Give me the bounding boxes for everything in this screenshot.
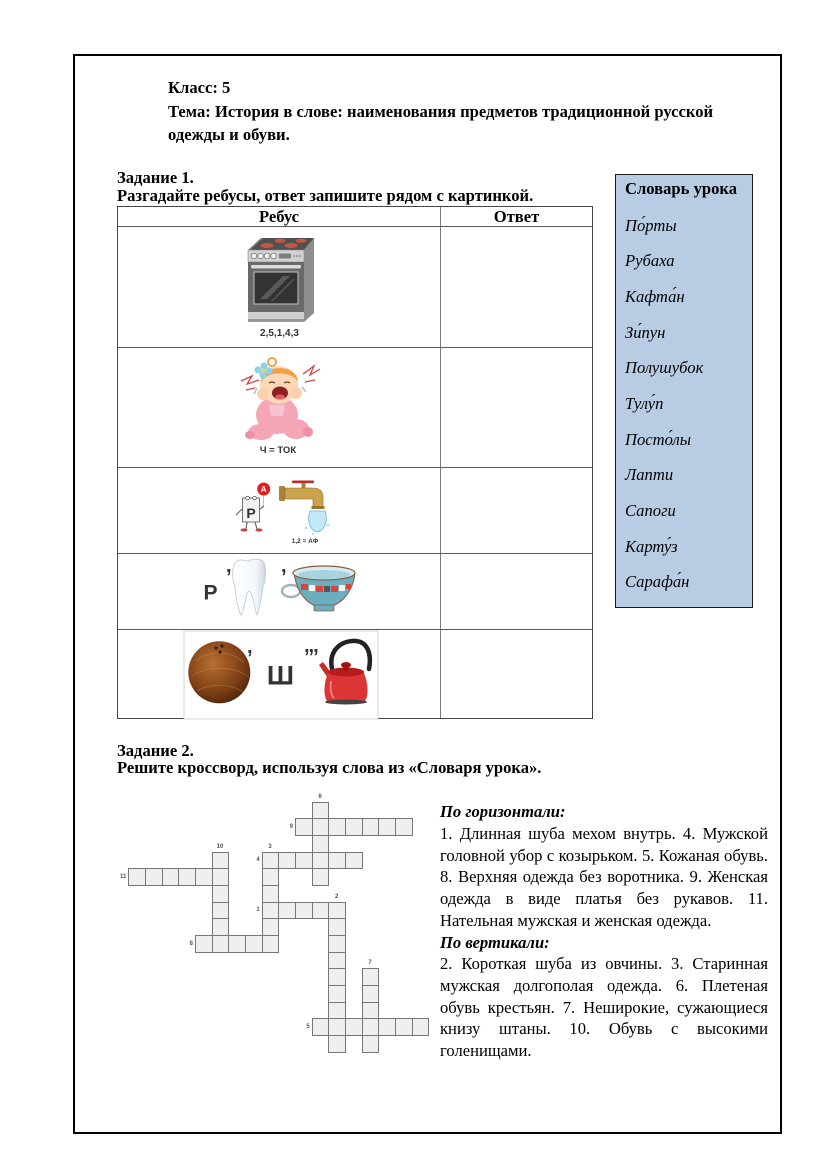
teacup-icon bbox=[282, 566, 355, 611]
clue-number: 3 bbox=[268, 843, 272, 850]
crossword-cell[interactable] bbox=[228, 935, 246, 953]
water-tap-icon bbox=[279, 481, 329, 535]
crossword-cell[interactable] bbox=[312, 1018, 330, 1036]
across-heading: По горизонтали: bbox=[440, 802, 566, 822]
crossword-cell[interactable] bbox=[262, 918, 280, 936]
stove-icon bbox=[248, 238, 314, 322]
crossword-cell[interactable] bbox=[345, 852, 363, 870]
vocabulary-word: Карту́з bbox=[625, 536, 678, 556]
lesson-topic: Тема: История в слове: наименования предметов традиционной русской одежды и обуви. bbox=[168, 102, 714, 145]
vocabulary-list bbox=[625, 208, 703, 600]
vocabulary-word: Рубаха bbox=[625, 251, 675, 271]
crossword-cell[interactable] bbox=[378, 1018, 396, 1036]
rebus-comma: , bbox=[247, 636, 253, 658]
clue-number: 6 bbox=[318, 793, 322, 800]
rebus-table bbox=[117, 206, 593, 719]
rebus-letter: Ш bbox=[266, 660, 295, 691]
rebus-cell bbox=[118, 630, 440, 718]
across-clues: 1. Длинная шуба мехом внутрь. 4. Мужской головной убор с козырьком. 5. Кожаная обувь. 8. Верхняя одежда без воротника. 9. Женская одежда в виде платья без рукавов. 11. Нательная мужская и женская одежда. bbox=[440, 824, 768, 930]
table-row bbox=[118, 348, 592, 468]
crossword-cell[interactable] bbox=[362, 818, 380, 836]
vocabulary-word: Посто́лы bbox=[625, 429, 691, 449]
clue-number: 5 bbox=[306, 1023, 310, 1030]
task1-title: Задание 1. bbox=[117, 167, 194, 187]
crossword-cell[interactable] bbox=[195, 868, 213, 886]
crossword-cell[interactable] bbox=[212, 918, 230, 936]
crossword-cell[interactable] bbox=[178, 868, 196, 886]
rebus-cell bbox=[118, 227, 440, 347]
crossword-cell[interactable] bbox=[245, 935, 263, 953]
vocabulary-title: Словарь урока bbox=[625, 179, 738, 198]
crossword-cell[interactable] bbox=[328, 985, 346, 1003]
rebus-caption: 1,2 = АФ bbox=[291, 538, 319, 545]
grade-label: Класс: 5 bbox=[168, 78, 231, 98]
crossword-cell[interactable] bbox=[328, 968, 346, 986]
crossword-cell[interactable] bbox=[262, 868, 280, 886]
character-letter: Р bbox=[246, 505, 256, 521]
vocabulary-word: Сапоги bbox=[625, 501, 676, 521]
crossword-cell[interactable] bbox=[362, 1035, 380, 1053]
crossword-cell[interactable] bbox=[212, 868, 230, 886]
rebus-comma: , bbox=[281, 555, 287, 577]
crossword-cell[interactable] bbox=[362, 1018, 380, 1036]
crossword-cell[interactable] bbox=[328, 918, 346, 936]
crossword-cell[interactable] bbox=[328, 1018, 346, 1036]
crossword-cell[interactable] bbox=[345, 1018, 363, 1036]
crossword-cell[interactable] bbox=[378, 818, 396, 836]
table-row bbox=[118, 227, 592, 348]
crossword-cell[interactable] bbox=[362, 1002, 380, 1020]
crossword-cell[interactable] bbox=[312, 868, 330, 886]
crossword-cell[interactable] bbox=[278, 902, 296, 920]
task2-title: Задание 2. bbox=[117, 741, 194, 761]
answer-cell[interactable] bbox=[440, 630, 592, 718]
crossword-cell[interactable] bbox=[395, 1018, 413, 1036]
column-header-rebus: Ребус bbox=[258, 207, 300, 226]
crossword-cell[interactable] bbox=[212, 902, 230, 920]
crossword-cell[interactable] bbox=[262, 852, 280, 870]
crying-baby-icon bbox=[241, 358, 320, 440]
vocabulary-word: Зи́пун bbox=[625, 322, 666, 342]
clue-number: 9 bbox=[289, 823, 293, 830]
crossword-cell[interactable] bbox=[345, 818, 363, 836]
crossword-cell[interactable] bbox=[312, 835, 330, 853]
clue-number: 8 bbox=[189, 940, 193, 947]
rebus-caption: 2,5,1,4,3 bbox=[260, 328, 299, 339]
clue-number: 10 bbox=[216, 843, 224, 850]
rebus-cell bbox=[118, 468, 440, 553]
crossword-cell[interactable] bbox=[262, 902, 280, 920]
crossword-cell[interactable] bbox=[412, 1018, 430, 1036]
crossword-cell[interactable] bbox=[295, 902, 313, 920]
crossword-cell[interactable] bbox=[328, 1002, 346, 1020]
lesson-vocabulary-box bbox=[615, 174, 753, 608]
crossword-cell[interactable] bbox=[312, 802, 330, 820]
clue-number: 1 bbox=[256, 907, 260, 914]
table-row bbox=[118, 630, 592, 718]
crossword-cell[interactable] bbox=[312, 852, 330, 870]
vocabulary-word: Сарафа́н bbox=[625, 572, 690, 592]
crossword-cell[interactable] bbox=[162, 868, 180, 886]
clue-number: 4 bbox=[256, 857, 260, 864]
vocabulary-word: Кафта́н bbox=[625, 287, 685, 307]
crossword-cell[interactable] bbox=[362, 968, 380, 986]
answer-cell[interactable] bbox=[440, 468, 592, 553]
crossword-clues bbox=[440, 801, 768, 1061]
balloon-letter: А bbox=[260, 485, 267, 494]
crossword-cell[interactable] bbox=[312, 818, 330, 836]
crossword-cell[interactable] bbox=[195, 935, 213, 953]
table-row bbox=[118, 554, 592, 630]
tooth-icon bbox=[233, 559, 266, 615]
crossword-cell[interactable] bbox=[212, 885, 230, 903]
rebus-commas: ,,, bbox=[304, 635, 318, 657]
crossword-cell[interactable] bbox=[312, 902, 330, 920]
crossword-cell[interactable] bbox=[328, 952, 346, 970]
clue-number: 2 bbox=[334, 893, 339, 900]
crossword-cell[interactable] bbox=[295, 852, 313, 870]
answer-cell[interactable] bbox=[440, 554, 592, 629]
table-header-row bbox=[118, 207, 592, 227]
rebus-cell bbox=[118, 554, 440, 629]
crossword-cell[interactable] bbox=[278, 852, 296, 870]
clue-number: 7 bbox=[368, 960, 372, 967]
vocabulary-word: Полушубок bbox=[625, 358, 704, 378]
column-header-answer: Ответ bbox=[440, 207, 592, 226]
crossword-cell[interactable] bbox=[328, 1035, 346, 1053]
vocabulary-word: По́рты bbox=[625, 215, 677, 235]
rebus-cell bbox=[118, 348, 440, 467]
crossword-cell[interactable] bbox=[262, 885, 280, 903]
crossword-cell[interactable] bbox=[328, 902, 346, 920]
task1-instruction: Разгадайте ребусы, ответ запишите рядом с картинкой. bbox=[117, 186, 534, 206]
down-heading: По вертикали: bbox=[440, 932, 550, 952]
rebus-comma: , bbox=[226, 555, 232, 577]
rebus-caption: Ч = ТОК bbox=[259, 445, 297, 456]
answer-cell[interactable] bbox=[440, 227, 592, 347]
letter-character-icon bbox=[236, 496, 264, 531]
crossword-cell[interactable] bbox=[262, 935, 280, 953]
coconut-icon bbox=[188, 641, 250, 703]
vocabulary-word: Тулу́п bbox=[625, 394, 664, 414]
crossword-cell[interactable] bbox=[328, 818, 346, 836]
crossword-cell[interactable] bbox=[212, 852, 230, 870]
vocabulary-word: Лапти bbox=[625, 465, 674, 485]
crossword-cell[interactable] bbox=[128, 868, 146, 886]
crossword-cell[interactable] bbox=[395, 818, 413, 836]
crossword-cell[interactable] bbox=[362, 985, 380, 1003]
crossword-cell[interactable] bbox=[212, 935, 230, 953]
crossword-cell[interactable] bbox=[328, 852, 346, 870]
answer-cell[interactable] bbox=[440, 348, 592, 467]
task2-instruction: Решите кроссворд, используя слова из «Словаря урока». bbox=[117, 757, 542, 777]
down-clues: 2. Короткая шуба из овчины. 3. Старинная мужская долгополая одежда. 6. Плетеная обувь крестьян. 7. Неширокие, сужающиеся книзу штаны. 10. Обувь с высокими голенищами. bbox=[440, 954, 768, 1061]
table-row bbox=[118, 468, 592, 554]
crossword-cell[interactable] bbox=[328, 935, 346, 953]
rebus-letter: Р bbox=[203, 581, 218, 605]
crossword-cell[interactable] bbox=[295, 818, 313, 836]
crossword-cell[interactable] bbox=[145, 868, 163, 886]
clue-number: 11 bbox=[119, 873, 127, 880]
